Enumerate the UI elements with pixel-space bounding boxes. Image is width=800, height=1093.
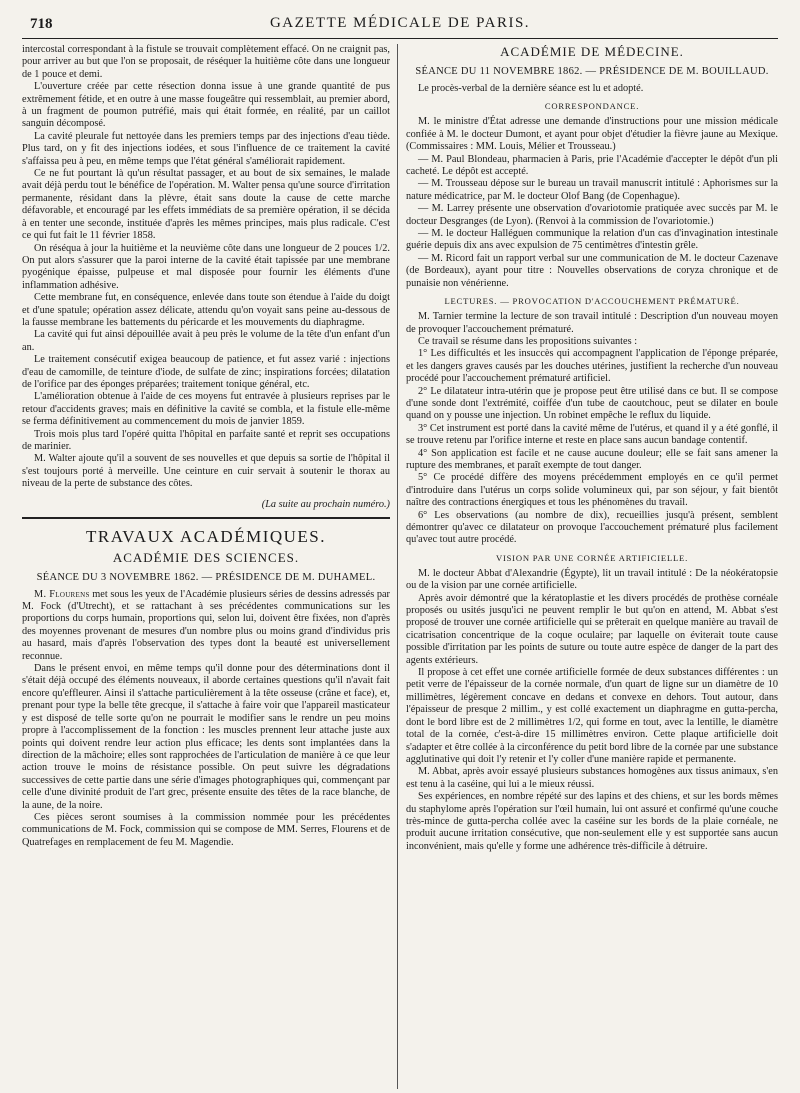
paragraph: M. Tarnier termine la lecture de son travail intitulé : Description d'un nouveau moyen de provoquer l'accouchement prématuré. bbox=[406, 311, 778, 335]
paragraph: Après avoir démontré que la kératoplastie et les divers procédés de prothèse cornéale proposés ou usités jusqu'ici ne peuvent remplir le but qu'on en attend, M. Abbat s'est proposé de trouver une cornée artificielle qui se prêterait en quelque manière au travail de cicatrisation concentrique de la coque oculaire; par laquelle on éviterait toute cause possible d'irritation par les points de suture ou toute autre espèce de danger de la part des agents extérieurs. bbox=[406, 592, 778, 666]
paragraph: M. Abbat, après avoir essayé plusieurs substances homogènes aux tissus animaux, s'en est tenu à la caséine, qui lui a le mieux réussi. bbox=[406, 766, 778, 790]
list-item: 6° Les observations (au nombre de dix), recueillies jusqu'à présent, semblent démontrer qu'avec ce dilatateur on provoque l'accouchement prématuré plus facilement qu'avec tout autre procédé. bbox=[406, 509, 778, 546]
paragraph: — M. le docteur Halléguen communique la relation d'un cas d'invagination intestinale guérie depuis dix ans avec expulsion de 75 centimètres d'intestin grêle. bbox=[406, 228, 778, 252]
paragraph: M. Flourens met sous les yeux de l'Académie plusieurs séries de dessins adressés par M. Fock (d'Utrecht), et se rattachant à ses précédentes communications sur les proportions du corps humain, proportions qui, selon lui, doivent être fixées, non d'après des moyennes provenant de mesures d'un nombre plus ou moins grand d'individus pris au hasard, mais d'après l'observation des types dont la beauté est universellement reconnue. bbox=[22, 588, 390, 662]
paragraph: La cavité qui fut ainsi dépouillée avait à peu près le volume de la tête d'un enfant d'un an. bbox=[22, 329, 390, 353]
list-item: 4° Son application est facile et ne cause aucune douleur; elle se fait sans amener la rupture des membranes, et paraît exempte de tout danger. bbox=[406, 447, 778, 471]
subsection-title: CORRESPONDANCE. bbox=[544, 101, 640, 112]
list-item: 5° Ce procédé diffère des moyens précédemment employés en ce qu'il permet d'introduire dans l'utérus un corps solide volumineux qui, par son séjour, y fait bientôt naître des contractions énergiques et tous les phénomènes du travail. bbox=[406, 472, 778, 509]
continuation-note: (La suite au prochain numéro.) bbox=[261, 498, 390, 510]
paragraph: — M. Trousseau dépose sur le bureau un travail manuscrit intitulé : Aphorismes sur la nature médicatrice, par M. le docteur Olof Bang (de Copenhague). bbox=[406, 178, 778, 202]
paragraph: — M. Ricord fait un rapport verbal sur une communication de M. le docteur Cazenave (de Bordeaux), ayant pour titre : Nouvelles observations de coryza chronique et de punaisie non vénérienne. bbox=[406, 252, 778, 289]
paragraph: M. Walter ajoute qu'il a souvent de ses nouvelles et que depuis sa sortie de l'hôpital il s'est toujours porté à merveille. Une ceinture en cuir servait à soutenir le thorax au niveau de la perte de substance des côtes. bbox=[22, 453, 390, 490]
paragraph: Ses expériences, en nombre répété sur des lapins et des chiens, et sur les bords mêmes du staphylome après l'opération sur l'œil humain, lui ont assuré et confirmé qu'une couche très-mince de gutta-percha collée avec la caséine sur les bords de la plaie cornéale, ne produit aucune irritation consécutive, que non-seulement elle y est supportée sans aucun inconvénient, mais qu'elle y forme une adhérence très-difficile à détruire. bbox=[406, 791, 778, 852]
paragraph: Trois mois plus tard l'opéré quitta l'hôpital en parfaite santé et reprit ses occupations de marinier. bbox=[22, 428, 390, 452]
paragraph: — M. Larrey présente une observation d'ovariotomie pratiquée avec succès par M. le docteur Desgranges (de Lyon). (Renvoi à la commission de l'ovariotomie.) bbox=[406, 203, 778, 227]
columns bbox=[22, 44, 778, 1089]
left-column bbox=[22, 44, 390, 1089]
paragraph: Ce ne fut pourtant là qu'un résultat passager, et au bout de six semaines, le malade avait déjà perdu tout le bénéfice de l'opération. M. Walter pensa qu'une source d'irritation permanente, résidant dans la plèvre, était sans doute la cause de cette marche défavorable, et encouragé par les effets immédiats de sa première opération, il se décida à en tenter une seconde, instituée d'après les mêmes principes, mais plus radicale. C'est ce qui fut fait le 11 février 1858. bbox=[22, 168, 390, 242]
speaker-name: M. Flourens bbox=[34, 588, 90, 600]
paragraph: Dans le présent envoi, en même temps qu'il donne pour des déterminations dont il s'était déjà occupé des éléments nouveaux, il aborde certaines questions qu'il n'avait fait encore qu'effleurer. Ainsi il s'attache particulièrement à la tête osseuse (crâne et face), et, prenant pour type la belle tête grecque, il s'attache à faire voir que l'appareil masticateur y est disposé de telle sorte qu'on ne pourrait le modifier sans le rendre un peu moins propre à l'accomplissement de la fonction : les muscles prennent leur attache juste aux points qui doivent rendre leur action plus efficace; les dents sont implantées dans la direction de la mâchoire; elles sont rapprochées de l'articulation de manière à ce que leur action trouve le moins de résistance possible. On peut suivre les dégradations successives de cette partie dans une série d'images photographiques qui, commençant par celle d'une divinité produit de l'art grec, présente ensuite des têtes de la race blanche, de la aune, de la noire. bbox=[22, 663, 390, 811]
subsection-title: LECTURES. — PROVOCATION D'ACCOUCHEMENT PRÉMATURÉ. bbox=[444, 296, 740, 307]
page-header bbox=[22, 14, 778, 39]
paragraph: Cette membrane fut, en conséquence, enlevée dans toute son étendue à l'aide du doigt et d'une spatule; opération assez délicate, attendu qu'on voyait sans peine au-dessous de la fausse membrane les battements du péricarde et les mouvements du diaphragme. bbox=[22, 292, 390, 328]
academy-title: ACADÉMIE DE MÉDECINE. bbox=[500, 44, 684, 59]
paragraph: Il propose à cet effet une cornée artificielle formée de deux substances différentes : un petit verre de l'épaisseur de la cornée normale, d'un quart de ligne sur un diamètre de 10 millimètres, légèrement concave en dedans et convexe en dehors. Tout autour, dans l'épaisseur de presque 2 millim., y est collé exactement un diaphragme en gutta-percha, dont le bord libre est de 2 millimètres 1/2, qui forme en tout, avec la lentille, le diamètre total de la cornée, c'est-à-dire 15 millimètres environ. Cette plaque artificielle doit s'adapter et être collée à la circonférence du petit bord libre de la cornée par une substance agglutinative qui doit l'y retenir et l'y coller d'une manière rapide et permanente. bbox=[406, 667, 778, 765]
section-divider bbox=[22, 517, 390, 519]
paragraph: La cavité pleurale fut nettoyée dans les premiers temps par des injections d'eau tiède. Plus tard, on y fit des injections iodées, et sous l'influence de ce traitement la cavité s'affaissa peu à peu, en même temps que l'état général s'améliorait rapidement. bbox=[22, 130, 390, 167]
academy-title: ACADÉMIE DES SCIENCES. bbox=[112, 549, 300, 565]
paragraph: — M. Paul Blondeau, pharmacien à Paris, prie l'Académie d'accepter le dépôt d'un pli cacheté. Le dépôt est accepté. bbox=[406, 153, 778, 178]
paragraph: intercostal correspondant à la fistule se trouvait complètement effacé. On ne craignit pas, pour arriver au but que l'on se proposait, de réséquer la huitième côte dans une longueur de 1 pouce et demi. bbox=[22, 44, 390, 80]
section-title: TRAVAUX ACADÉMIQUES. bbox=[85, 526, 326, 546]
paragraph: Le procès-verbal de la dernière séance est lu et adopté. bbox=[418, 83, 644, 94]
paragraph: M. le docteur Abbat d'Alexandrie (Égypte), lit un travail intitulé : De la néokératopsie ou de la vision par une cornée artificielle. bbox=[406, 567, 778, 592]
paragraph: Ces pièces seront soumises à la commission nommée pour les précédentes communications de M. Fock, commission qui se compose de MM. Serres, Flourens et de Quatrefages en remplacement de feu M. Magendie. bbox=[22, 811, 390, 848]
paragraph: L'ouverture créée par cette résection donna issue à une grande quantité de pus extrêmement fétide, et en outre à une masse fougeâtre qui ressemblait, au premier abord, à un fragment de poumon putréfié, mais qui était formée, en réalité, par un caillot sanguin décomposé. bbox=[22, 81, 390, 130]
paragraph: L'amélioration obtenue à l'aide de ces moyens fut entravée à plusieurs reprises par le retour d'accidents graves; mais en définitive la cavité se combla, et la fistule elle-même se ferma définitivement au commencement du mois de janvier 1859. bbox=[22, 391, 390, 428]
session-heading: SÉANCE DU 11 NOVEMBRE 1862. — PRÉSIDENCE DE M. BOUILLAUD. bbox=[415, 66, 769, 77]
column-rule bbox=[397, 44, 398, 1089]
paragraph: Le traitement consécutif exigea beaucoup de patience, et fut assez varié : injections d'eau de camomille, de teinture d'iode, de sulfate de zinc; inspirations forcées; dilatation de l'orifice par des éponges préparées; traitement tonique général, etc. bbox=[22, 354, 390, 390]
list-item: 3° Cet instrument est porté dans la cavité même de l'utérus, et quand il y a été gonflé, il se trouve retenu par l'orifice interne et reste en place sans aucun bandage contentif. bbox=[406, 422, 778, 447]
page-number: 718 bbox=[30, 16, 53, 32]
list-item: 1° Les difficultés et les insuccès qui accompagnent l'application de l'éponge préparée, et les dangers graves causés par les douches utérines, justifient la recherche d'un nouveau procédé pour l'accouchement prématuré artificiel. bbox=[406, 348, 778, 385]
journal-title: GAZETTE MÉDICALE DE PARIS. bbox=[269, 15, 531, 31]
list-item: 2° Le dilatateur intra-utérin que je propose peut être utilisé dans ce but. Il se compose d'une sonde dont l'extrémité, coiffée d'un tube de caoutchouc, peut se dilater en boule quand on y pousse une injection. Un robinet empêche le reflux du liquide. bbox=[406, 385, 778, 422]
paragraph: M. le ministre d'État adresse une demande d'instructions pour une mission médicale confiée à M. le docteur Dumont, et ayant pour objet d'étudier la fièvre jaune au Mexique. (Commissaires : MM. Louis, Mélier et Trousseau.) bbox=[406, 116, 778, 153]
paragraph: Ce travail se résume dans les propositions suivantes : bbox=[418, 335, 638, 347]
subsection-title: VISION PAR UNE CORNÉE ARTIFICIELLE. bbox=[495, 552, 689, 563]
paragraph: On réséqua à jour la huitième et la neuvième côte dans une longueur de 2 pouces 1/2. On put alors s'assurer que la paroi interne de la cavité était tapissée par une membrane pyogénique épaisse, pulpeuse et mal disposée pour fournir les éléments d'une inflammation adhésive. bbox=[22, 242, 390, 291]
right-column bbox=[406, 44, 778, 1089]
session-heading: SÉANCE DU 3 NOVEMBRE 1862. — PRÉSIDENCE DE M. DUHAMEL. bbox=[36, 571, 376, 583]
